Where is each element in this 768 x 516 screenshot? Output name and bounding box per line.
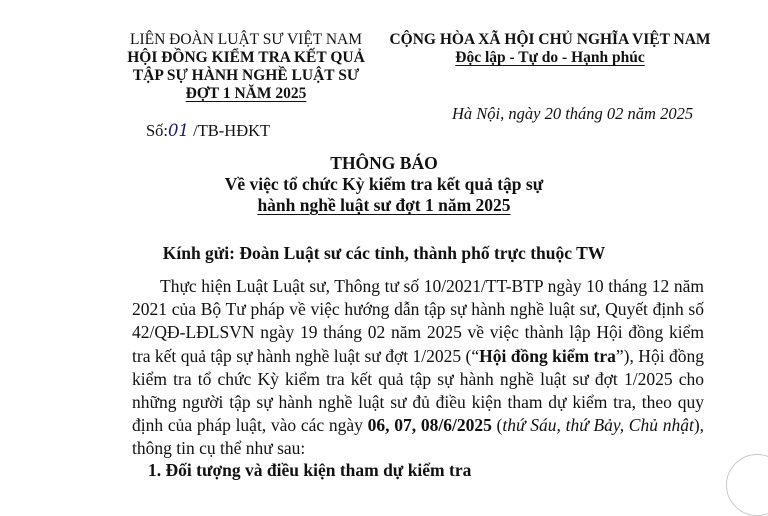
body-text-part2: ”), Hội đồng kiểm tra tổ chức Kỳ kiểm tra kết quả tập sự hành nghề luật sư đợt 1/2025 cho những người tập sự hành nghề luật sư đủ điều kiện tham dự kiểm tra, theo quy định của pháp luật, vào các ngày bbox=[132, 345, 704, 436]
body-text-part4: ), thông tin cụ thể như sau: bbox=[132, 415, 705, 459]
body-text-part1: Thực hiện Luật Luật sư, Thông tư số 10/2021/TT-BTP ngày 10 tháng 12 năm 2021 của Bộ Tư pháp về việc hướng dẫn tập sự hành nghề luật sư, Quyết định số 42/QĐ-LĐLSVN ngày 19 tháng 02 năm 2025 về việc thành lập Hội đồng kiểm tra kết quả tập sự hành nghề luật sư đợt 1/2025 (“ bbox=[132, 276, 704, 366]
org-name-round bbox=[100, 85, 392, 103]
body-paragraph bbox=[132, 275, 704, 461]
document-number-suffix: /TB-HĐKT bbox=[193, 121, 271, 140]
document-subject-line2-text: hành nghề luật sư đợt 1 năm 2025 bbox=[257, 195, 511, 215]
country-motto bbox=[370, 49, 730, 67]
document-number-handwritten: 01 bbox=[168, 121, 190, 140]
document-subject-line2 bbox=[100, 195, 668, 216]
document-number bbox=[146, 121, 270, 141]
section-heading-1: 1. Đối tượng và điều kiện tham dự kiểm tra bbox=[148, 460, 472, 480]
org-name-council-line2: TẬP SỰ HÀNH NGHỀ LUẬT SƯ bbox=[132, 67, 360, 84]
document-title: THÔNG BÁO bbox=[330, 153, 438, 173]
body-text-council-term: Hội đồng kiểm tra bbox=[479, 345, 616, 366]
org-name-round-text: ĐỢT 1 NĂM 2025 bbox=[185, 85, 307, 102]
country-name: CỘNG HÒA XÃ HỘI CHỦ NGHĨA VIỆT NAM bbox=[389, 31, 711, 48]
body-text-part3: ( bbox=[491, 415, 503, 436]
document-subject-line1: Về việc tổ chức Kỳ kiểm tra kết quả tập sự bbox=[224, 174, 544, 194]
body-text-dates: 06, 07, 08/6/2025 bbox=[367, 415, 492, 436]
body-text-weekdays: thứ Sáu, thứ Bảy, Chủ nhật bbox=[502, 415, 694, 436]
document-number-prefix: Số: bbox=[146, 121, 169, 140]
org-name-council: HỘI ĐỒNG KIỂM TRA KẾT QUẢ bbox=[127, 49, 365, 66]
country-motto-text: Độc lập - Tự do - Hạnh phúc bbox=[455, 49, 645, 66]
place-date: Hà Nội, ngày 20 tháng 02 năm 2025 bbox=[452, 104, 694, 123]
seal-edge-decoration bbox=[726, 454, 768, 516]
org-name-federation: LIÊN ĐOÀN LUẬT SƯ VIỆT NAM bbox=[129, 31, 363, 48]
recipient-line: Kính gửi: Đoàn Luật sư các tỉnh, thành phố trực thuộc TW bbox=[162, 243, 606, 263]
